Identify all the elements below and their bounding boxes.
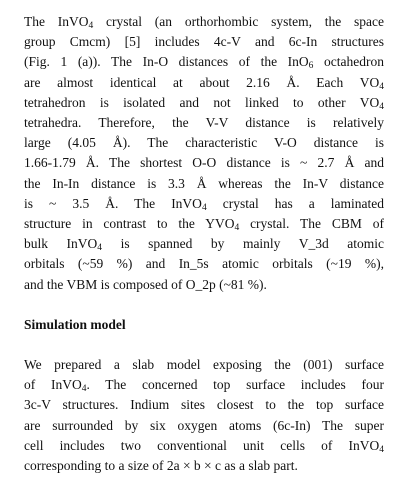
subscript: 4	[97, 243, 103, 254]
text-line	[24, 416, 384, 436]
text-segment: crystal has a laminated	[206, 195, 384, 211]
text-line	[24, 113, 384, 133]
text-segment: structure in contrast to the YVO	[24, 216, 235, 232]
text-segment: corresponding to a size of 2a × b × c as a slab part.	[24, 458, 298, 474]
text-segment: octahedron	[313, 54, 384, 70]
document-page	[24, 12, 384, 476]
text-segment: is ~ 3.5 Å. The InVO	[24, 195, 202, 211]
text-segment: cell includes two conventional unit cells of InVO	[24, 437, 380, 453]
subscript: 4	[379, 444, 384, 455]
text-line	[24, 73, 384, 93]
text-line	[24, 254, 384, 274]
text-line	[24, 436, 384, 456]
text-line	[24, 52, 384, 72]
text-segment: 3c-V structures. Indium sites closest to the top surface	[24, 397, 384, 413]
text-segment: are surrounded by six oxygen atoms (6c-In) The super	[24, 417, 384, 433]
subscript: 4	[88, 21, 94, 31]
text-segment: tetrahedron is isolated and not linked to other VO	[24, 94, 380, 110]
text-line	[24, 355, 384, 375]
subscript: 4	[379, 101, 384, 112]
text-segment: 1.66-1.79 Å. The shortest O-O distance is ~ 2.7 Å and	[24, 155, 384, 171]
subscript: 4	[201, 202, 207, 213]
text-segment: is spanned by mainly V_3d atomic	[102, 236, 385, 252]
text-line	[24, 153, 384, 173]
paragraph-crystal-structure	[24, 12, 384, 295]
text-segment: (Fig. 1 (a)). The In-O distances of the InO	[24, 54, 309, 70]
text-segment: and the VBM is composed of O_2p (~81 %).	[24, 276, 267, 292]
subscript: 6	[308, 61, 314, 72]
text-line	[24, 275, 384, 295]
text-segment: of InVO	[24, 377, 82, 393]
text-line	[24, 12, 384, 32]
text-segment: large (4.05 Å). The characteristic V-O distance is	[24, 135, 384, 151]
text-segment: . The concerned top surface includes four	[86, 377, 384, 393]
section-heading: Simulation model	[24, 316, 126, 332]
text-line	[24, 194, 384, 214]
text-segment: the In-In distance is 3.3 Å whereas the In-V distance	[24, 175, 384, 191]
text-line	[24, 93, 384, 113]
text-segment: crystal. The CBM of	[239, 216, 384, 232]
text-line	[24, 456, 384, 476]
text-line	[24, 234, 384, 254]
paragraph-gap	[24, 335, 384, 355]
text-segment: tetrahedra. Therefore, the V-V distance is relatively	[24, 115, 384, 131]
text-segment: The InVO	[24, 14, 89, 29]
text-line	[24, 174, 384, 194]
text-segment: crystal (an orthorhombic system, the space	[93, 14, 384, 29]
subscript: 4	[234, 223, 240, 234]
text-segment: group Cmcm) [5] includes 4c-V and 6c-In structures	[24, 34, 384, 50]
text-segment: orbitals (~59 %) and In_5s atomic orbitals (~19 %),	[24, 256, 384, 272]
text-segment: We prepared a slab model exposing the (001) surface	[24, 357, 384, 373]
paragraph-simulation-model	[24, 355, 384, 476]
text-line	[24, 395, 384, 415]
text-line	[24, 214, 384, 234]
text-segment: bulk InVO	[24, 236, 98, 252]
text-line	[24, 32, 384, 52]
text-line	[24, 375, 384, 395]
paragraph-gap	[24, 295, 384, 315]
text-segment: are almost identical at about 2.16 Å. Each VO	[24, 74, 380, 90]
subscript: 4	[81, 384, 87, 395]
text-line	[24, 133, 384, 153]
subscript: 4	[379, 81, 384, 92]
